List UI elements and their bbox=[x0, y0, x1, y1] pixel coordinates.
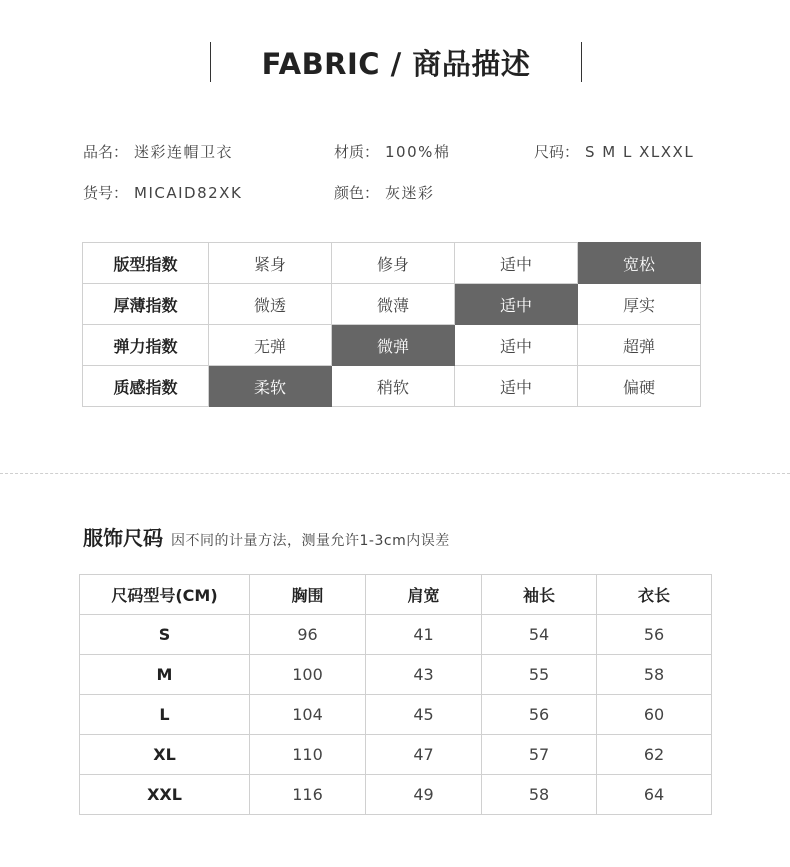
size-table-row bbox=[80, 775, 712, 815]
size-table-column-header: 胸围 bbox=[250, 575, 366, 615]
fabric-index-option: 超弹 bbox=[578, 325, 701, 366]
size-value-cell: 96 bbox=[250, 615, 366, 655]
size-value-cell: 60 bbox=[597, 695, 712, 735]
size-value-cell: 54 bbox=[482, 615, 597, 655]
fabric-index-option: 厚实 bbox=[578, 284, 701, 325]
fabric-index-option: 适中 bbox=[455, 243, 578, 284]
size-value-cell: 116 bbox=[250, 775, 366, 815]
size-table-row bbox=[80, 615, 712, 655]
fabric-index-option: 偏硬 bbox=[578, 366, 701, 407]
page-title: FABRIC / 商品描述 bbox=[261, 46, 531, 81]
size-value-cell: 55 bbox=[482, 655, 597, 695]
size-value-cell: 62 bbox=[597, 735, 712, 775]
size-name-cell: XL bbox=[80, 735, 250, 775]
size-value-cell: 58 bbox=[482, 775, 597, 815]
info-item-color: 颜色： 灰迷彩 bbox=[334, 184, 435, 202]
size-value-cell: 47 bbox=[366, 735, 482, 775]
section-divider bbox=[0, 473, 790, 474]
size-name-cell: L bbox=[80, 695, 250, 735]
size-value-cell: 100 bbox=[250, 655, 366, 695]
fabric-index-option: 适中 bbox=[455, 325, 578, 366]
size-value-cell: 64 bbox=[597, 775, 712, 815]
fabric-index-row bbox=[83, 325, 701, 366]
size-table bbox=[79, 574, 712, 815]
fabric-index-option-selected: 柔软 bbox=[209, 366, 332, 407]
fabric-index-option-selected: 微弹 bbox=[332, 325, 455, 366]
fabric-index-option: 适中 bbox=[455, 366, 578, 407]
size-value-cell: 104 bbox=[250, 695, 366, 735]
fabric-index-row bbox=[83, 284, 701, 325]
fabric-index-option: 无弹 bbox=[209, 325, 332, 366]
size-section-title: 服饰尺码 bbox=[83, 526, 163, 550]
fabric-index-label: 版型指数 bbox=[83, 243, 209, 284]
size-value-cell: 56 bbox=[482, 695, 597, 735]
info-item-sku: 货号： MICAID82XK bbox=[83, 184, 243, 202]
fabric-index-option-selected: 适中 bbox=[455, 284, 578, 325]
fabric-index-label: 厚薄指数 bbox=[83, 284, 209, 325]
fabric-index-option: 稍软 bbox=[332, 366, 455, 407]
size-value-cell: 110 bbox=[250, 735, 366, 775]
size-value-cell: 41 bbox=[366, 615, 482, 655]
size-table-header bbox=[80, 575, 712, 615]
size-section-heading bbox=[83, 522, 450, 551]
fabric-index-row bbox=[83, 243, 701, 284]
size-value-cell: 49 bbox=[366, 775, 482, 815]
size-name-cell: M bbox=[80, 655, 250, 695]
size-value-cell: 57 bbox=[482, 735, 597, 775]
info-item-sizes: 尺码： S M L XLXXL bbox=[534, 143, 695, 161]
size-value-cell: 56 bbox=[597, 615, 712, 655]
fabric-index-label: 弹力指数 bbox=[83, 325, 209, 366]
fabric-index-row bbox=[83, 366, 701, 407]
size-section-note: 因不同的计量方法，测量允许1-3cm内误差 bbox=[171, 533, 450, 549]
size-table-column-header: 尺码型号(CM) bbox=[80, 575, 250, 615]
size-table-column-header: 袖长 bbox=[482, 575, 597, 615]
size-value-cell: 43 bbox=[366, 655, 482, 695]
fabric-index-option: 修身 bbox=[332, 243, 455, 284]
info-item-name: 品名： 迷彩连帽卫衣 bbox=[83, 143, 234, 161]
fabric-index-option: 紧身 bbox=[209, 243, 332, 284]
fabric-index-option-selected: 宽松 bbox=[578, 243, 701, 284]
fabric-index-label: 质感指数 bbox=[83, 366, 209, 407]
size-table-row bbox=[80, 735, 712, 775]
size-table-column-header: 衣长 bbox=[597, 575, 712, 615]
fabric-index-option: 微透 bbox=[209, 284, 332, 325]
size-name-cell: XXL bbox=[80, 775, 250, 815]
size-table-row bbox=[80, 695, 712, 735]
fabric-index-option: 微薄 bbox=[332, 284, 455, 325]
size-name-cell: S bbox=[80, 615, 250, 655]
size-table-column-header: 肩宽 bbox=[366, 575, 482, 615]
fabric-index-table bbox=[82, 242, 701, 407]
size-value-cell: 58 bbox=[597, 655, 712, 695]
size-value-cell: 45 bbox=[366, 695, 482, 735]
size-table-row bbox=[80, 655, 712, 695]
info-item-material: 材质： 100%棉 bbox=[334, 143, 451, 161]
section-header bbox=[210, 42, 582, 82]
